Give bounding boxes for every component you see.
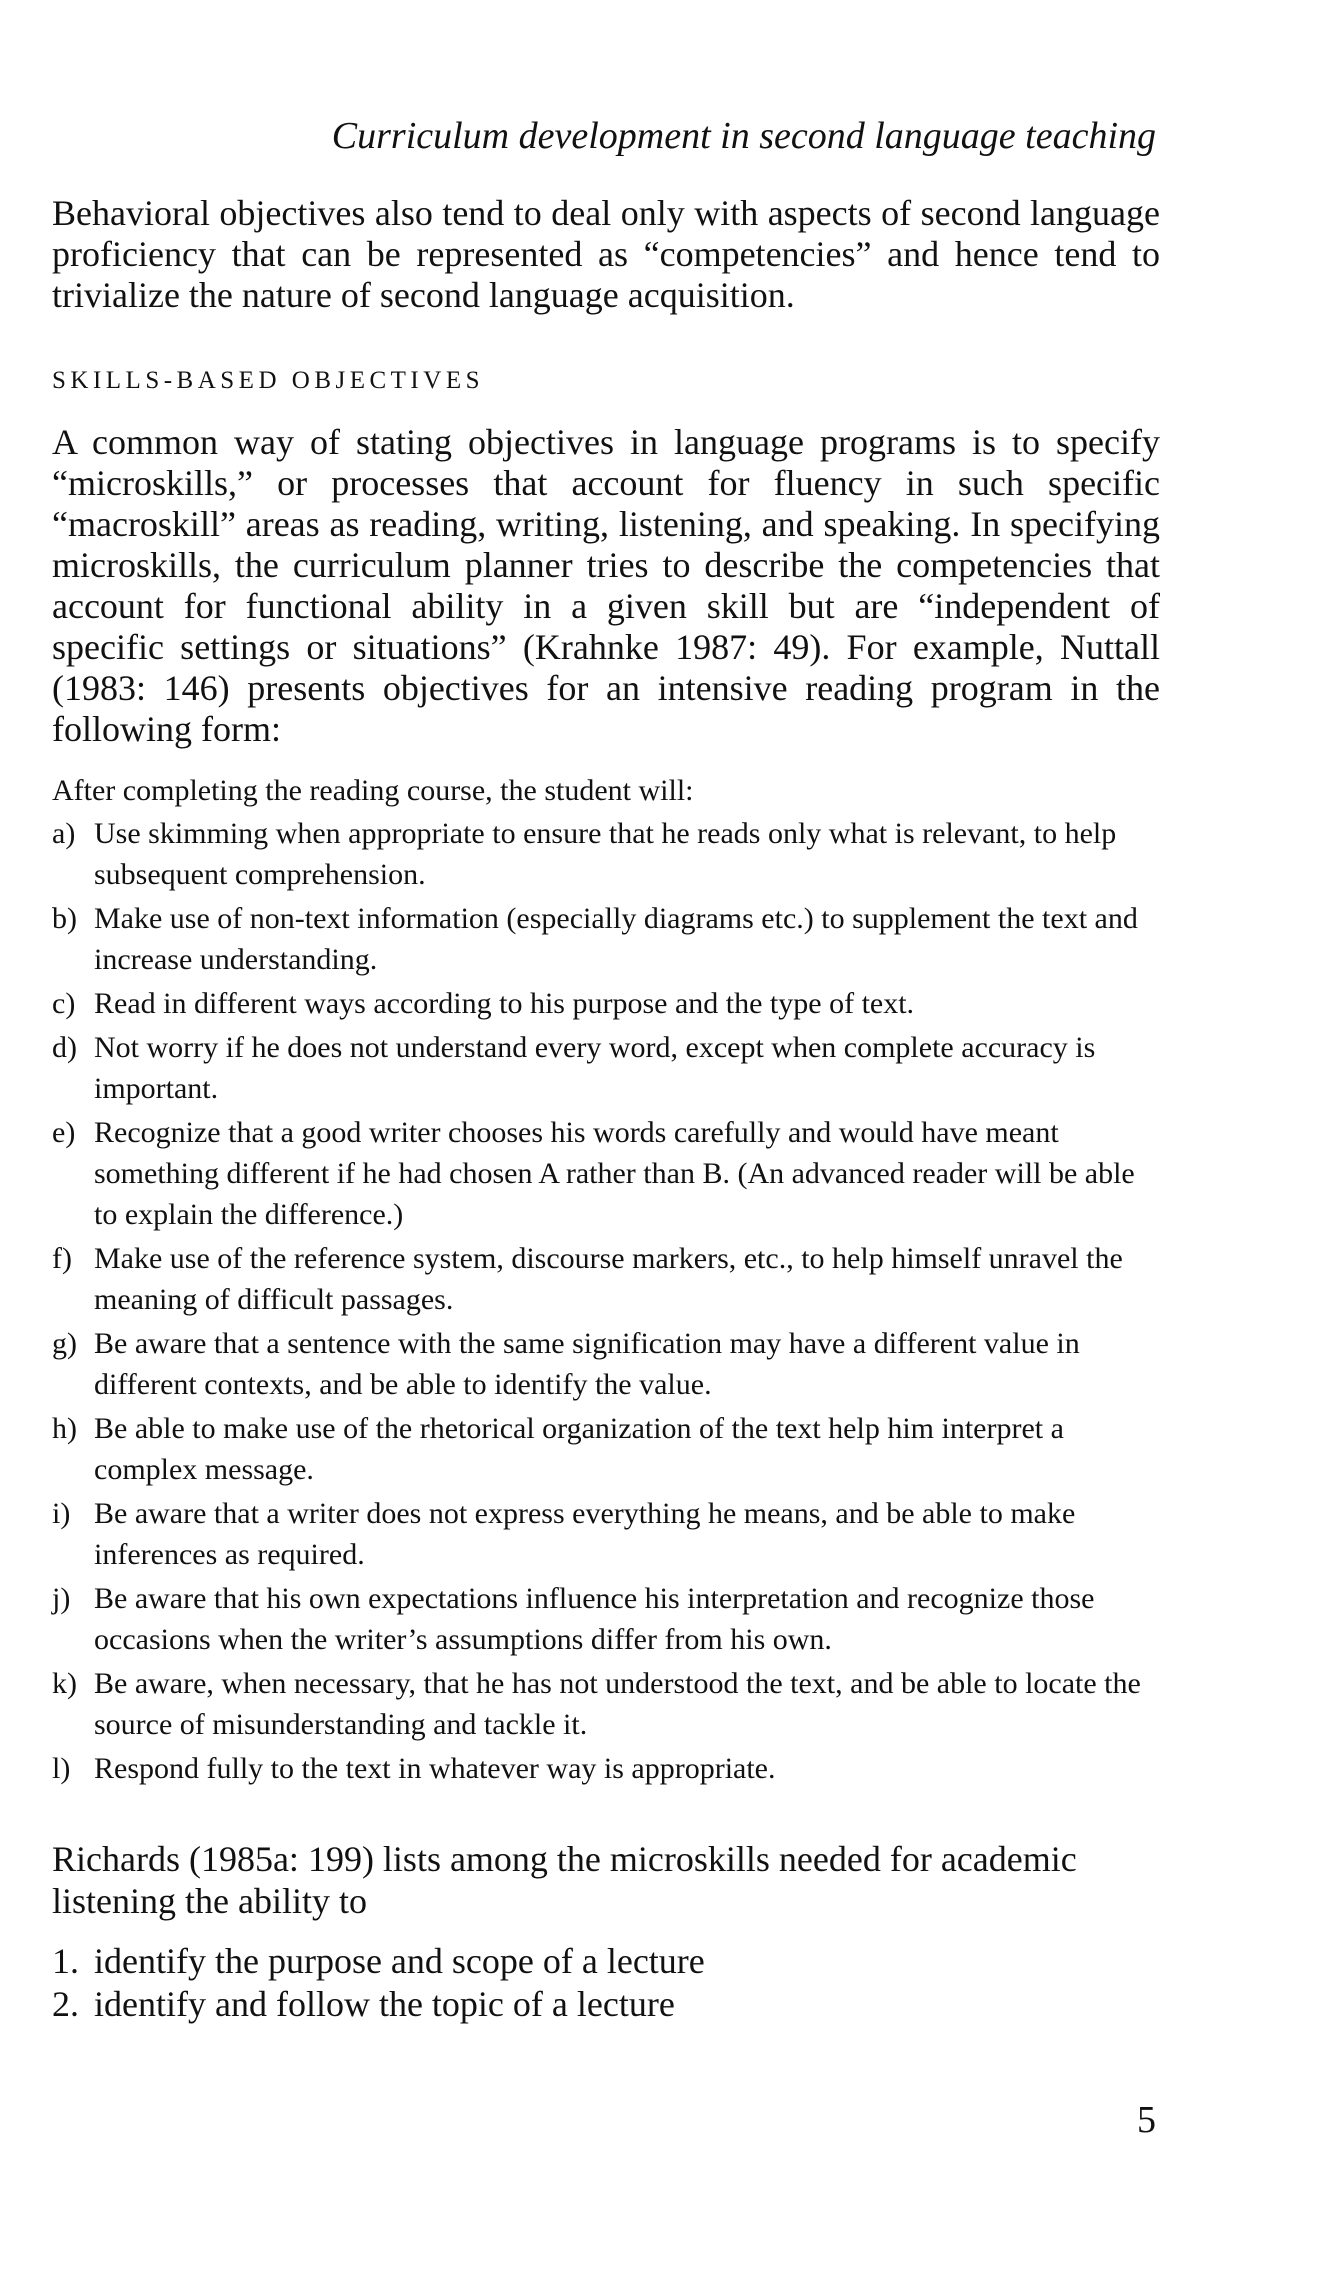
running-head: Curriculum development in second language teaching — [331, 115, 1156, 157]
section-heading: SKILLS-BASED OBJECTIVES — [52, 367, 484, 394]
quote-intro: After completing the reading course, the student will: — [52, 774, 694, 807]
item-text: Be aware that a writer does not express everything he means, and be able to make inferences as required. — [94, 1497, 1076, 1571]
item-text: Make use of the reference system, discourse markers, etc., to help himself unravel the meaning of difficult passages. — [94, 1242, 1123, 1316]
list-item — [52, 1408, 1160, 1490]
item-text: Make use of non-text information (especially diagrams etc.) to supplement the text and increase understanding. — [94, 902, 1138, 976]
item-letter: l) — [52, 1752, 71, 1785]
item-letter: f) — [52, 1242, 72, 1275]
item-text: Be aware that his own expectations influence his interpretation and recognize those occasions when the writer’s assumptions differ from his own. — [94, 1582, 1095, 1656]
list-item — [52, 1027, 1160, 1109]
list-item — [52, 1663, 1160, 1745]
list-item — [52, 1323, 1160, 1405]
item-text: identify and follow the topic of a lecture — [94, 1984, 675, 2024]
item-letter: g) — [52, 1327, 77, 1360]
microskills-list — [52, 1940, 1052, 2026]
item-letter: e) — [52, 1116, 76, 1149]
list-item — [52, 1940, 1052, 1983]
item-letter: a) — [52, 817, 76, 850]
item-text: Read in different ways according to his purpose and the type of text. — [94, 987, 915, 1020]
item-text: Not worry if he does not understand every word, except when complete accuracy is important. — [94, 1031, 1096, 1105]
item-letter: h) — [52, 1412, 77, 1445]
item-letter: k) — [52, 1667, 77, 1700]
item-text: Be aware that a sentence with the same signification may have a different value in different contexts, and be able to identify the value. — [94, 1327, 1080, 1401]
item-letter: b) — [52, 902, 77, 935]
list-item — [52, 1983, 1052, 2026]
list-item — [52, 1112, 1160, 1235]
item-letter: c) — [52, 987, 76, 1020]
objectives-quote — [52, 770, 1160, 1792]
skills-paragraph: A common way of stating objectives in language programs is to specify “microskills,” or processes that account for fluency in such specific “macroskill” areas as reading, writing, listening, and speaking. In specifying microskills, the curriculum planner tries to describe the competencies that account for functional ability in a given skill but are “independent of specific settings or situations” (Krahnke 1987: 49). For example, Nuttall (1983: 146) presents objectives for an intensive reading program in the following form: — [52, 422, 1160, 749]
item-text: Recognize that a good writer chooses his words carefully and would have meant something different if he had chosen A rather than B. (An advanced reader will be able to explain the difference.) — [94, 1116, 1135, 1231]
item-letter: j) — [52, 1582, 71, 1615]
item-text: identify the purpose and scope of a lecture — [94, 1941, 705, 1981]
item-text: Respond fully to the text in whatever way is appropriate. — [94, 1752, 776, 1785]
item-letter: d) — [52, 1031, 77, 1064]
list-item — [52, 1493, 1160, 1575]
list-item — [52, 813, 1160, 895]
item-text: Use skimming when appropriate to ensure that he reads only what is relevant, to help subsequent comprehension. — [94, 817, 1117, 891]
list-item — [52, 898, 1160, 980]
item-letter: i) — [52, 1497, 71, 1530]
item-text: Be able to make use of the rhetorical organization of the text help him interpret a complex message. — [94, 1412, 1064, 1486]
item-text: Be aware, when necessary, that he has not understood the text, and be able to locate the source of misunderstanding and tackle it. — [94, 1667, 1141, 1741]
list-item — [52, 1238, 1160, 1320]
item-number: 1. — [52, 1941, 79, 1981]
intro-paragraph: Behavioral objectives also tend to deal only with aspects of second language proficiency that can be represented as “competencies” and hence tend to trivialize the nature of second language acquisition. — [52, 193, 1160, 315]
page-number: 5 — [1137, 2099, 1156, 2141]
list-item — [52, 1748, 1160, 1789]
item-number: 2. — [52, 1984, 79, 2024]
list-item — [52, 983, 1160, 1024]
objectives-list — [52, 813, 1160, 1789]
richards-paragraph: Richards (1985a: 199) lists among the microskills needed for academic listening the ability to — [52, 1839, 1077, 1921]
list-item — [52, 1578, 1160, 1660]
